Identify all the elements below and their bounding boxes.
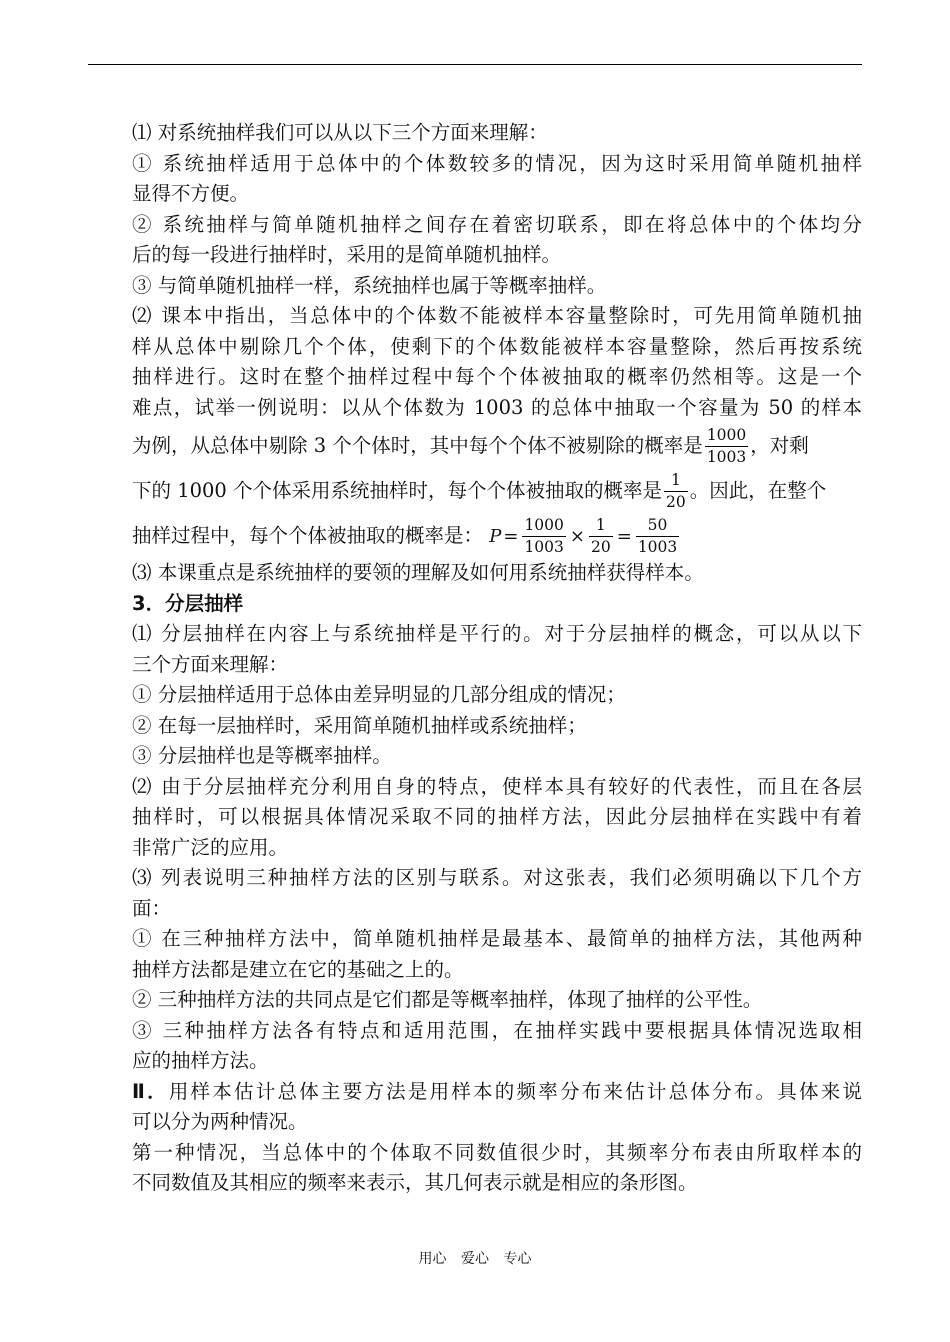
- text-line: 第一种情况，当总体中的个体取不同数值很少时，其频率分布表由所取样本的: [132, 1140, 862, 1164]
- text-line: ③ 与简单随机抽样一样，系统抽样也属于等概率抽样。: [132, 273, 607, 297]
- text-segment: 用样本估计总体主要方法是用样本的频率分布来估计总体分布。具体来说: [168, 1079, 862, 1103]
- fraction-denominator: 1003: [706, 448, 747, 466]
- text-line: ① 在三种抽样方法中，简单随机抽样是最基本、最简单的抽样方法，其他两种: [132, 927, 862, 950]
- fraction: [522, 516, 565, 556]
- fraction-denominator: 1003: [524, 538, 564, 556]
- text-line-with-fraction: [132, 468, 862, 513]
- text-line: ① 系统抽样适用于总体中的个体数较多的情况，因为这时采用简单随机抽样: [132, 151, 862, 175]
- text-line: 抽样时，可以根据具体情况采取不同的抽样方法，因此分层抽样在实践中有着: [132, 805, 862, 828]
- math-operator: =: [616, 526, 632, 547]
- text-line: 不同数值及其相应的频率来表示，其几何表示就是相应的条形图。: [132, 1171, 698, 1194]
- fraction-denominator: 1003: [637, 538, 678, 556]
- text-line: 抽样方法都是建立在它的基础之上的。: [132, 957, 464, 981]
- text-line: ① 分层抽样适用于总体由差异明显的几部分组成的情况；: [132, 683, 626, 706]
- text-segment: 为例，从总体中剔除 3 个个体时，其中每个个体不被剔除的概率是: [132, 434, 703, 457]
- text-line: 样从总体中剔除几个个体，使剩下的个体数能被样本容量整除，然后再按系统: [132, 334, 862, 358]
- text-segment: 下的 1000 个个体采用系统抽样时，每个个体被抽取的概率是: [132, 479, 663, 502]
- text-line: ⑴ 分层抽样在内容上与系统抽样是平行的。对于分层抽样的概念，可以从以下: [132, 622, 862, 645]
- text-line: 显得不方便。: [132, 182, 250, 205]
- text-line: ② 系统抽样与简单随机抽样之间存在着密切联系，即在将总体中的个体均分: [132, 212, 862, 236]
- page-footer: 用心 爱心 专心: [418, 1251, 532, 1267]
- fraction-numerator: 1000: [705, 426, 748, 447]
- document-body: [132, 118, 862, 1199]
- roman-numeral-label: Ⅱ．: [132, 1079, 169, 1103]
- text-line: ② 三种抽样方法的共同点是它们都是等概率抽样，体现了抽样的公平性。: [132, 988, 763, 1011]
- fraction: [589, 516, 613, 556]
- header-rule: [88, 64, 862, 65]
- text-line: ② 在每一层抽样时，采用简单随机抽样或系统抽样；: [132, 713, 587, 737]
- fraction-numerator: 1: [664, 471, 688, 492]
- text-line: 难点，试举一例说明：以从个体数为 1003 的总体中抽取一个容量为 50 的样本: [132, 395, 862, 419]
- fraction: [705, 426, 748, 466]
- text-line: ③ 三种抽样方法各有特点和适用范围，在抽样实践中要根据具体情况选取相: [132, 1018, 862, 1042]
- fraction-numerator: 1000: [522, 516, 565, 537]
- text-line: 可以分为两种情况。: [132, 1110, 308, 1133]
- text-line: ⑴ 对系统抽样我们可以从以下三个方面来理解：: [132, 121, 548, 144]
- fraction-denominator: 20: [666, 493, 686, 511]
- text-line-with-fraction: [132, 423, 862, 468]
- fraction-numerator: 1: [589, 516, 613, 537]
- text-line: ③ 分层抽样也是等概率抽样。: [132, 744, 392, 767]
- text-line: 非常广泛的应用。: [132, 835, 289, 859]
- text-line: ⑶ 本课重点是系统抽样的要领的理解及如何用系统抽样获得样本。: [132, 561, 704, 584]
- section-heading: 3．分层抽样: [132, 591, 244, 615]
- text-segment: 抽样过程中，每个个体被抽取的概率是：: [132, 524, 484, 547]
- text-line: ⑵ 由于分层抽样充分利用自身的特点，使样本具有较好的代表性，而且在各层: [132, 774, 862, 798]
- text-line: 后的每一段进行抽样时，采用的是简单随机抽样。: [132, 243, 562, 266]
- math-variable: P: [489, 526, 502, 547]
- math-operator: =: [503, 526, 519, 547]
- text-line: 三个方面来理解：: [132, 652, 289, 676]
- text-line: 面：: [132, 896, 172, 920]
- text-line: ⑶ 列表说明三种抽样方法的区别与联系。对这张表，我们必须明确以下几个方: [132, 866, 862, 889]
- fraction: [664, 471, 688, 511]
- text-line: ⑵ 课本中指出，当总体中的个体数不能被样本容量整除时，可先用简单随机抽: [132, 304, 862, 327]
- text-segment: 。因此，在整个: [689, 479, 827, 502]
- formula-line: [132, 513, 862, 558]
- math-operator: ×: [569, 526, 585, 547]
- fraction-numerator: 50: [636, 516, 679, 537]
- text-line: [132, 1077, 862, 1108]
- fraction: [636, 516, 679, 556]
- fraction-denominator: 20: [590, 538, 611, 556]
- text-segment: ，对剩: [750, 434, 809, 457]
- text-line: 应的抽样方法。: [132, 1049, 269, 1072]
- text-line: 抽样进行。这时在整个抽样过程中每个个体被抽取的概率仍然相等。这是一个: [132, 365, 862, 388]
